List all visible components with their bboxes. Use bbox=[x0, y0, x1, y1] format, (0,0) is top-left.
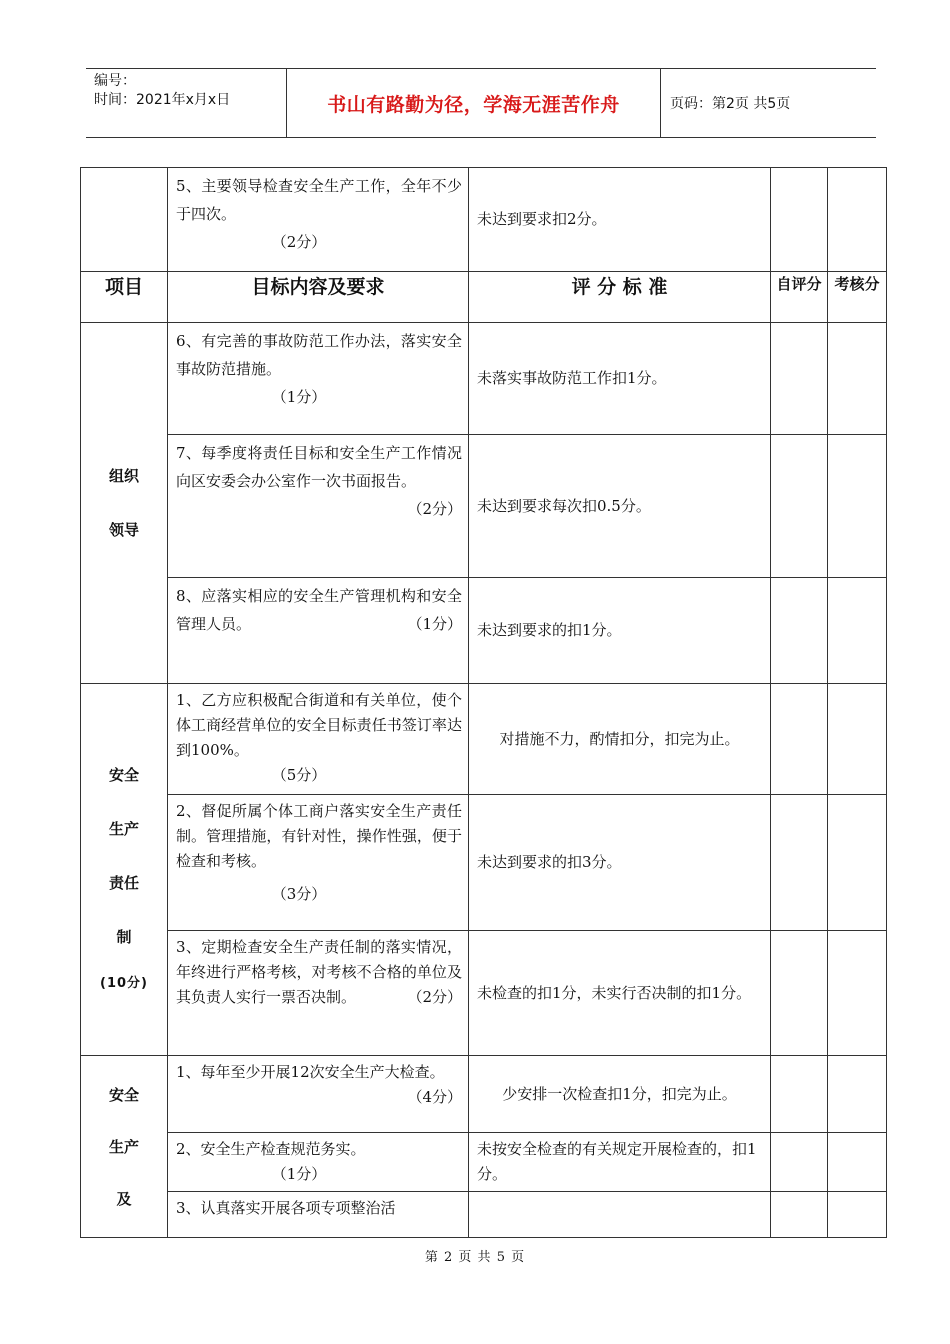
header-time: 时间：2021年x月x日 bbox=[94, 92, 231, 108]
item-name: 制 bbox=[116, 928, 132, 946]
requirement-text: 7、每季度将责任目标和安全生产工作情况向区安委会办公室作一次书面报告。 bbox=[176, 444, 462, 490]
table-row bbox=[81, 435, 887, 578]
page-header bbox=[86, 68, 876, 138]
requirement-text: 1、乙方应积极配合街道和有关单位，使个体工商经营单位的安全目标责任书签订率达到100%。 bbox=[176, 691, 462, 759]
requirement-text: 2、安全生产检查规范务实。 bbox=[176, 1140, 366, 1158]
table-row bbox=[81, 578, 887, 684]
table-row bbox=[81, 1133, 887, 1192]
requirement-cell bbox=[168, 168, 469, 272]
item-cell-responsibility bbox=[81, 684, 168, 1056]
assessment-table bbox=[80, 167, 887, 1238]
review-score-cell bbox=[828, 1056, 887, 1133]
standard-cell: 未检查的扣1分，未实行否决制的扣1分。 bbox=[469, 931, 771, 1056]
points-text: （5分） bbox=[271, 766, 327, 784]
standard-cell: 未达到要求的扣1分。 bbox=[469, 578, 771, 684]
standard-cell: 未按安全检查的有关规定开展检查的，扣1分。 bbox=[469, 1133, 771, 1192]
review-score-cell bbox=[828, 435, 887, 578]
header-number: 编号： bbox=[94, 73, 136, 89]
item-name: 安全 bbox=[108, 1085, 139, 1104]
requirement-cell bbox=[168, 795, 469, 931]
table-row bbox=[81, 323, 887, 435]
column-header-item: 项目 bbox=[81, 272, 168, 323]
requirement-cell bbox=[168, 323, 469, 435]
standard-cell: 少安排一次检查扣1分，扣完为止。 bbox=[469, 1056, 771, 1133]
self-score-cell bbox=[771, 578, 828, 684]
header-meta bbox=[94, 72, 289, 110]
item-cell bbox=[81, 168, 168, 272]
self-score-cell bbox=[771, 168, 828, 272]
requirement-text: 5、主要领导检查安全生产工作，全年不少于四次。 bbox=[176, 177, 462, 223]
column-header-self-score: 自评分 bbox=[771, 272, 828, 323]
requirement-text: 6、有完善的事故防范工作办法，落实安全事故防范措施。 bbox=[176, 332, 462, 378]
table-row bbox=[81, 1056, 887, 1133]
table-row bbox=[81, 168, 887, 272]
requirement-cell bbox=[168, 578, 469, 684]
review-score-cell bbox=[828, 931, 887, 1056]
points-text: （2分） bbox=[271, 233, 327, 251]
self-score-cell bbox=[771, 1133, 828, 1192]
points-text: （1分） bbox=[271, 1165, 327, 1183]
requirement-cell bbox=[168, 931, 469, 1056]
requirement-cell bbox=[168, 1133, 469, 1192]
standard-cell: 未达到要求每次扣0.5分。 bbox=[469, 435, 771, 578]
column-header-standard: 评 分 标 准 bbox=[469, 272, 771, 323]
requirement-cell bbox=[168, 1192, 469, 1238]
requirement-text: 1、每年至少开展12次安全生产大检查。 bbox=[176, 1063, 445, 1081]
requirement-text: 3、认真落实开展各项专项整治活 bbox=[176, 1199, 396, 1217]
requirement-cell bbox=[168, 435, 469, 578]
item-cell-organization bbox=[81, 323, 168, 684]
requirement-text: 2、督促所属个体工商户落实安全生产责任制。管理措施，有针对性，操作性强，便于检查和考核。 bbox=[176, 802, 462, 870]
table-header-row bbox=[81, 272, 887, 323]
self-score-cell bbox=[771, 1056, 828, 1133]
table-row bbox=[81, 1192, 887, 1238]
requirement-cell bbox=[168, 684, 469, 795]
item-name: 及 bbox=[116, 1189, 132, 1208]
requirement-text: 3、定期检查安全生产责任制的落实情况，年终进行严格考核，对考核不合格的单位及其负责人实行一票否决制。 bbox=[176, 938, 462, 1006]
self-score-cell bbox=[771, 1192, 828, 1238]
review-score-cell bbox=[828, 168, 887, 272]
header-motto: 书山有路勤为径，学海无涯苦作舟 bbox=[327, 93, 620, 116]
review-score-cell bbox=[828, 684, 887, 795]
item-name: 生产 bbox=[108, 1137, 139, 1156]
page-footer: 第 2 页 共 5 页 bbox=[424, 1250, 526, 1265]
review-score-cell bbox=[828, 1133, 887, 1192]
points-text: （1分） bbox=[271, 388, 327, 406]
column-header-requirement: 目标内容及要求 bbox=[168, 272, 469, 323]
standard-cell bbox=[469, 1192, 771, 1238]
column-header-review-score: 考核分 bbox=[828, 272, 887, 323]
points-text: （2分） bbox=[407, 988, 462, 1006]
item-name: 责任 bbox=[108, 874, 139, 892]
standard-cell: 未落实事故防范工作扣1分。 bbox=[469, 323, 771, 435]
requirement-text: 8、应落实相应的安全生产管理机构和安全管理人员。 bbox=[176, 587, 462, 633]
header-divider bbox=[660, 69, 661, 137]
self-score-cell bbox=[771, 684, 828, 795]
item-score-note: (10分) bbox=[100, 976, 148, 991]
table-row bbox=[81, 931, 887, 1056]
self-score-cell bbox=[771, 795, 828, 931]
points-text: （4分） bbox=[407, 1088, 462, 1106]
points-text: （1分） bbox=[407, 615, 462, 633]
self-score-cell bbox=[771, 931, 828, 1056]
item-name: 安全 bbox=[108, 766, 139, 784]
standard-cell: 未达到要求的扣3分。 bbox=[469, 795, 771, 931]
header-page-info: 页码：第2页 共5页 bbox=[670, 96, 791, 112]
standard-cell: 未达到要求扣2分。 bbox=[469, 168, 771, 272]
standard-cell: 对措施不力，酌情扣分，扣完为止。 bbox=[469, 684, 771, 795]
self-score-cell bbox=[771, 435, 828, 578]
review-score-cell bbox=[828, 578, 887, 684]
review-score-cell bbox=[828, 323, 887, 435]
table-row bbox=[81, 795, 887, 931]
review-score-cell bbox=[828, 1192, 887, 1238]
item-name: 生产 bbox=[108, 820, 139, 838]
points-text: （2分） bbox=[407, 500, 462, 518]
item-name: 领导 bbox=[108, 521, 139, 539]
review-score-cell bbox=[828, 795, 887, 931]
points-text: （3分） bbox=[271, 885, 327, 903]
requirement-cell bbox=[168, 1056, 469, 1133]
item-cell-inspection bbox=[81, 1056, 168, 1238]
item-name: 组织 bbox=[108, 467, 139, 485]
self-score-cell bbox=[771, 323, 828, 435]
table-row bbox=[81, 684, 887, 795]
